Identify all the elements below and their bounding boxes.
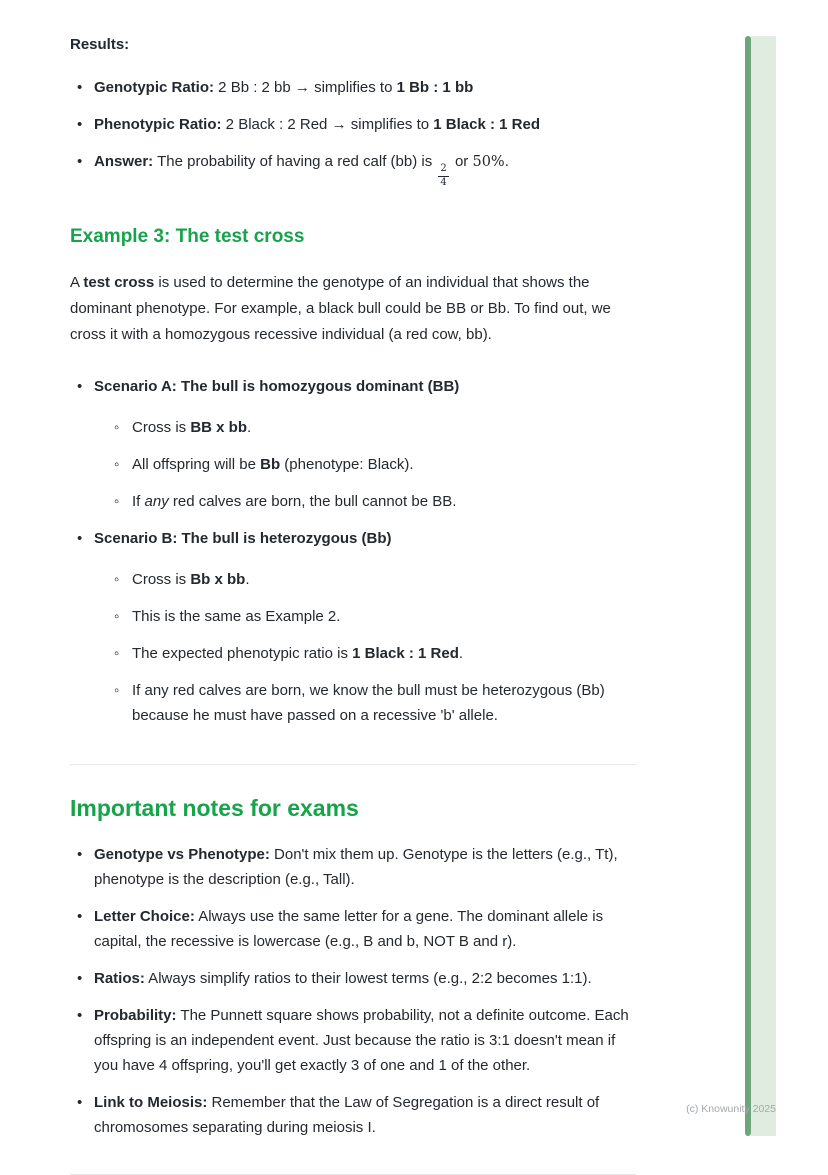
- text: .: [245, 571, 250, 588]
- page-edge-strip: [751, 36, 776, 1136]
- sub-list-item: [106, 604, 636, 629]
- watermark: (c) Knowunity 2025: [686, 1103, 776, 1115]
- emphasis: any: [144, 493, 169, 510]
- text: .: [247, 419, 252, 436]
- notes-list: [70, 842, 636, 1140]
- term: Link to Meiosis:: [94, 1094, 208, 1111]
- list-item: [70, 904, 636, 954]
- text: Cross is: [132, 419, 191, 436]
- scenario-b-sublist: [106, 567, 636, 728]
- notes-heading: Important notes for exams: [70, 795, 359, 821]
- ratio-value: 1 Bb : 1 bb: [396, 79, 474, 96]
- list-item: [70, 966, 636, 991]
- text: The expected phenotypic ratio is: [132, 645, 353, 662]
- fraction-numerator: 2: [438, 164, 448, 177]
- list-item: [70, 149, 636, 188]
- list-item-scenario-b: [70, 526, 636, 728]
- sub-list-item: [106, 489, 636, 514]
- sub-list-item: [106, 641, 636, 666]
- example3-paragraph: [70, 270, 636, 348]
- text: Remember that the Law of Segregation is a direct result of chromosomes separating during meiosis I.: [94, 1094, 600, 1136]
- results-list: [70, 75, 636, 188]
- cross-value: Bb x bb: [190, 571, 246, 588]
- list-item-scenario-a: [70, 374, 636, 514]
- text: Always simplify ratios to their lowest terms (e.g., 2:2 becomes 1:1).: [144, 970, 592, 987]
- sub-list-item: [106, 567, 636, 592]
- sub-list-item: [106, 678, 636, 728]
- text: red calves are born, the bull cannot be BB.: [168, 493, 457, 510]
- ratio-value: 1 Black : 1 Red: [433, 116, 540, 133]
- term: Genotype vs Phenotype:: [94, 846, 270, 863]
- text: 2 Black : 2 Red → simplifies to: [221, 116, 434, 133]
- text: Always use the same letter for a gene. The dominant allele is capital, the recessive is lowercase (e.g., B and b, NOT B and r).: [94, 908, 604, 950]
- text: or: [450, 153, 473, 170]
- text: .: [458, 645, 464, 662]
- page-edge-accent-line: [745, 36, 751, 1136]
- term: Phenotypic Ratio:: [94, 116, 222, 133]
- fraction: [438, 164, 448, 188]
- document-content: [70, 36, 636, 1175]
- ratio-value: 1 Black : 1 Red: [352, 645, 459, 662]
- term: Letter Choice:: [94, 908, 195, 925]
- genotype-value: Bb: [260, 456, 281, 473]
- example3-heading: Example 3: The test cross: [70, 226, 305, 247]
- text: is used to determine the genotype of an individual that shows the dominant phenotype. For example, a black bull could be BB or Bb. To find out, we cross it with a homozygous recessive individual (a red cow, bb).: [70, 274, 611, 343]
- sub-list-item: [106, 452, 636, 477]
- text: The Punnett square shows probability, not a definite outcome. Each offspring is an independent event. Just because the ratio is 3:1 doesn't mean if you have 4 offspring, you'll get exactly 3 of one and 1 of the other.: [94, 1007, 629, 1074]
- scenario-a-sublist: [106, 415, 636, 514]
- fraction-denominator: 4: [440, 176, 447, 188]
- list-item: [70, 1003, 636, 1078]
- list-item: [70, 75, 636, 100]
- term: Genotypic Ratio:: [94, 79, 215, 96]
- cross-value: BB x bb: [190, 419, 248, 436]
- text: .: [504, 153, 509, 170]
- list-item: [70, 112, 636, 137]
- term: Answer:: [94, 153, 154, 170]
- text: 2 Bb : 2 bb → simplifies to: [214, 79, 397, 96]
- term: test cross: [83, 274, 155, 291]
- term: Ratios:: [94, 970, 145, 987]
- percentage-value: 50%: [472, 154, 505, 170]
- text: This is the same as Example 2.: [132, 608, 341, 625]
- section-divider: [70, 764, 636, 765]
- list-item: [70, 1090, 636, 1140]
- list-item: [70, 842, 636, 892]
- text: If any red calves are born, we know the bull must be heterozygous (Bb) because he must have passed on a recessive 'b' allele.: [132, 682, 605, 724]
- text: A: [70, 274, 84, 291]
- text: If: [132, 493, 145, 510]
- scenario-b-title: Scenario B: The bull is heterozygous (Bb): [94, 530, 392, 547]
- text: The probability of having a red calf (bb) is: [153, 153, 437, 170]
- sub-list-item: [106, 415, 636, 440]
- text: (phenotype: Black).: [280, 456, 414, 473]
- text: Don't mix them up. Genotype is the letters (e.g., Tt), phenotype is the description (e.g., Tall).: [94, 846, 618, 888]
- results-heading: Results:: [70, 36, 130, 53]
- text: Cross is: [132, 571, 191, 588]
- scenario-list: [70, 374, 636, 728]
- text: All offspring will be: [132, 456, 261, 473]
- scenario-a-title: Scenario A: The bull is homozygous dominant (BB): [94, 378, 460, 395]
- term: Probability:: [94, 1007, 177, 1024]
